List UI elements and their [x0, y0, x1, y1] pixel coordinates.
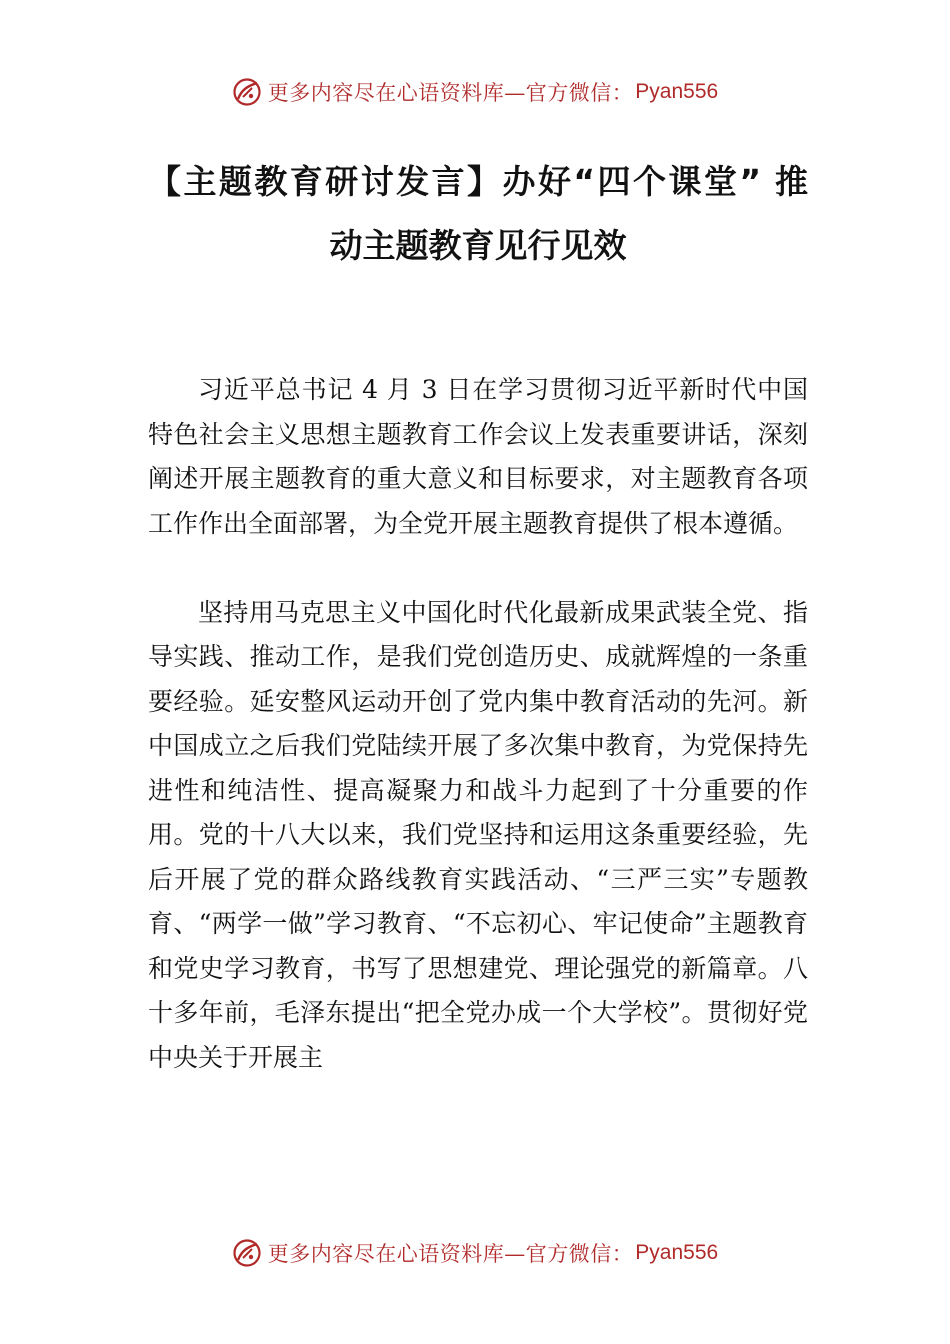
- document-body: [148, 368, 808, 1080]
- watermark-text: 更多内容尽在心语资料库—官方微信：: [267, 81, 634, 105]
- document-title: [148, 150, 808, 278]
- watermark-text: 更多内容尽在心语资料库—官方微信：: [267, 1242, 634, 1266]
- brand-logo-icon: [232, 1238, 262, 1268]
- footer-watermark: [0, 1233, 950, 1273]
- title-line-2: 动主题教育见行见效: [329, 226, 627, 265]
- paragraph-1: 习近平总书记 4 月 3 日在学习贯彻习近平新时代中国特色社会主义思想主题教育工作会议上发表重要讲话，深刻阐述开展主题教育的重大意义和目标要求，对主题教育各项工作作出全面部署，为全党开展主题教育提供了根本遵循。: [148, 375, 808, 538]
- paragraph-2: 坚持用马克思主义中国化时代化最新成果武装全党、指导实践、推动工作，是我们党创造历史、成就辉煌的一条重要经验。延安整风运动开创了党内集中教育活动的先河。新中国成立之后我们党陆续开展了多次集中教育，为党保持先进性和纯洁性、提高凝聚力和战斗力起到了十分重要的作用。党的十八大以来，我们党坚持和运用这条重要经验，先后开展了党的群众路线教育实践活动、“三严三实”专题教育、“两学一做”学习教育、“不忘初心、牢记使命”主题教育和党史学习教育，书写了思想建党、理论强党的新篇章。八十多年前，毛泽东提出“把全党办成一个大学校”。贯彻好党中央关于开展主: [148, 597, 808, 1072]
- watermark-wechat-id: Pyan556: [635, 1241, 719, 1264]
- header-watermark: [0, 72, 950, 112]
- title-line-1: 【主题教育研讨发言】办好“四个课堂” 推: [148, 162, 808, 201]
- brand-logo-icon: [232, 77, 262, 107]
- watermark-wechat-id: Pyan556: [635, 80, 719, 103]
